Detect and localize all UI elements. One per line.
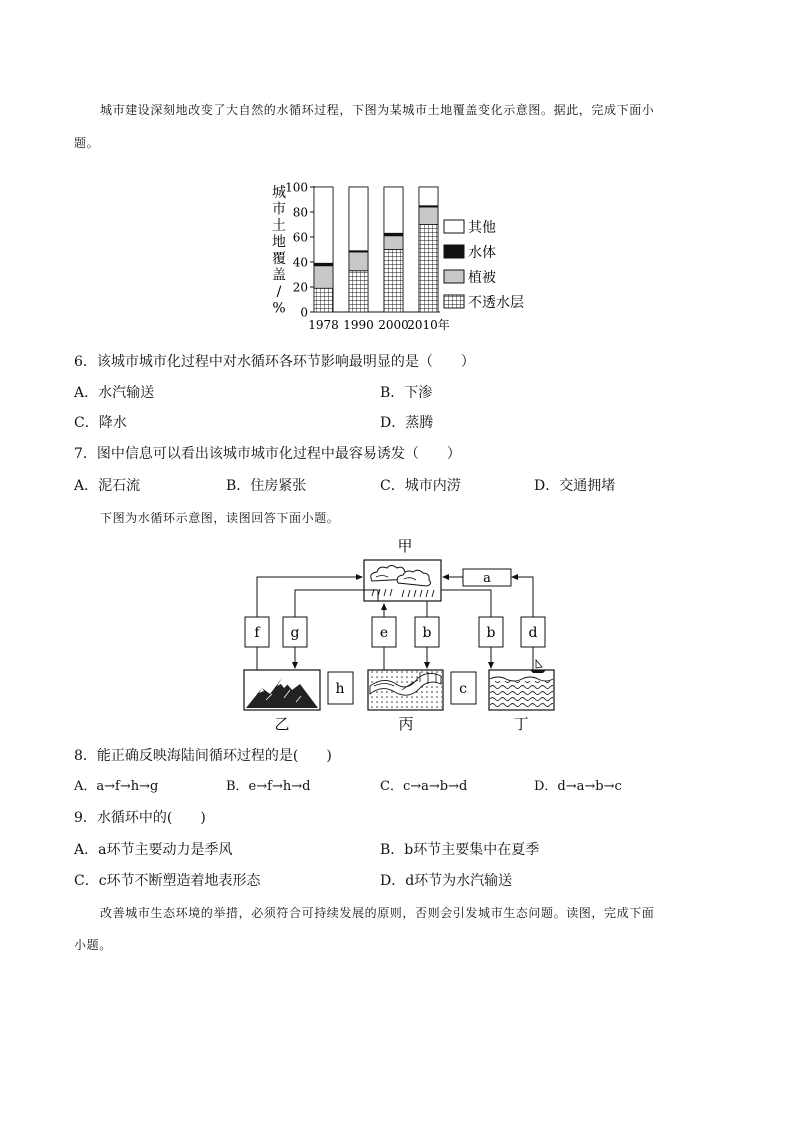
q8-option-c[interactable]: C．c→a→b→d — [380, 779, 468, 794]
legend-label: 不透水层 — [468, 295, 524, 311]
diagram-intro: 下图为水循环示意图，读图回答下面小题。 — [100, 511, 340, 525]
q6-option-b[interactable]: B．下渗 — [380, 385, 433, 401]
bar-segment-不透水层 — [314, 288, 333, 312]
y-axis-title-char: 覆 — [272, 251, 286, 267]
q8-option-a[interactable]: A．a→f→h→g — [74, 779, 159, 794]
bar-segment-其他 — [314, 187, 333, 263]
y-tick-label: 60 — [292, 230, 308, 245]
water-cycle-diagram — [0, 535, 794, 735]
legend-label: 其他 — [468, 220, 496, 236]
land-panel — [368, 670, 443, 710]
label-jia: 甲 — [397, 537, 413, 555]
q7-option-d[interactable]: D．交通拥堵 — [534, 478, 616, 494]
legend-swatch — [444, 245, 464, 258]
q9-option-b[interactable]: B．b环节主要集中在夏季 — [380, 842, 540, 858]
y-axis-title-char: / — [276, 284, 282, 300]
box-a-label: a — [483, 571, 491, 586]
mountain-panel — [244, 670, 320, 710]
x-tick-label: 2010年 — [407, 318, 450, 332]
bar-segment-不透水层 — [419, 225, 438, 313]
x-tick-label: 1978 — [308, 318, 339, 332]
legend-swatch — [444, 295, 464, 308]
intro-line-2: 题。 — [74, 136, 100, 150]
bar-segment-其他 — [349, 187, 368, 251]
q9-stem: 9．水循环中的( ) — [74, 810, 206, 826]
box-b1-label: b — [422, 625, 432, 641]
y-axis-title-char: 地 — [272, 234, 286, 251]
y-tick-label: 20 — [292, 280, 308, 295]
y-tick-label: 100 — [285, 180, 308, 195]
bar-segment-不透水层 — [384, 250, 403, 313]
atmosphere-box — [364, 560, 441, 601]
box-b2-label: b — [486, 625, 496, 641]
box-g-label: g — [290, 625, 300, 641]
box-d-label: d — [528, 625, 538, 641]
y-axis-title-char: 土 — [272, 218, 286, 234]
y-axis-title — [272, 185, 286, 317]
box-f-label: f — [254, 625, 260, 641]
q6-option-d[interactable]: D．蒸腾 — [380, 415, 434, 431]
label-ding: 丁 — [513, 715, 529, 733]
ocean-panel — [489, 660, 554, 710]
y-tick-label: 40 — [292, 255, 308, 270]
bar-segment-植被 — [314, 266, 333, 289]
y-tick-label: 0 — [300, 305, 308, 320]
legend-swatch — [444, 220, 464, 233]
bar-segment-植被 — [349, 252, 368, 271]
intro-line-1: 城市建设深刻地改变了大自然的水循环过程，下图为某城市土地覆盖变化示意图。据此，完成下面小 — [100, 103, 655, 117]
box-h-label: h — [335, 681, 345, 697]
bar-segment-植被 — [384, 236, 403, 250]
bar-segment-其他 — [384, 187, 403, 233]
label-yi: 乙 — [274, 715, 290, 733]
y-axis-title-char: % — [272, 300, 286, 317]
q6-option-c[interactable]: C．降水 — [74, 415, 127, 431]
chart-legend — [444, 220, 524, 311]
label-bing: 丙 — [398, 715, 414, 733]
q7-stem: 7．图中信息可以看出该城市城市化过程中最容易诱发（ ） — [74, 446, 461, 462]
q9-option-c[interactable]: C．c环节不断塑造着地表形态 — [74, 873, 261, 889]
legend-swatch — [444, 270, 464, 283]
x-tick-label: 1990 — [343, 318, 374, 332]
legend-label: 水体 — [468, 245, 496, 261]
q8-option-d[interactable]: D．d→a→b→c — [534, 779, 622, 794]
bar-segment-其他 — [419, 187, 438, 206]
x-tick-label: 2000 — [378, 318, 409, 332]
q9-option-d[interactable]: D．d环节为水汽输送 — [380, 873, 513, 889]
y-tick-label: 80 — [292, 205, 308, 220]
q7-option-b[interactable]: B．住房紧张 — [226, 478, 307, 494]
box-c-label: c — [459, 681, 467, 697]
bar-segment-不透水层 — [349, 271, 368, 312]
q7-option-c[interactable]: C．城市内涝 — [380, 478, 461, 494]
q9-option-a[interactable]: A．a环节主要动力是季风 — [74, 842, 233, 858]
intro3-line-2: 小题。 — [74, 938, 112, 952]
y-axis-title-char: 盖 — [272, 267, 286, 284]
box-e-label: e — [379, 625, 389, 641]
q6-stem: 6．该城市城市化过程中对水循环各环节影响最明显的是（ ） — [74, 354, 475, 370]
y-axis-title-char: 城 — [272, 185, 286, 201]
q8-stem: 8．能正确反映海陆间循环过程的是( ) — [74, 748, 332, 764]
legend-label: 植被 — [468, 270, 496, 286]
q6-option-a[interactable]: A．水汽输送 — [74, 385, 155, 401]
intro3-line-1: 改善城市生态环境的举措，必须符合可持续发展的原则，否则会引发城市生态问题。读图，完成下面 — [100, 906, 655, 920]
q8-option-b[interactable]: B．e→f→h→d — [226, 779, 311, 794]
y-axis-title-char: 市 — [272, 201, 286, 218]
q7-option-a[interactable]: A．泥石流 — [74, 478, 141, 494]
bar-segment-植被 — [419, 207, 438, 225]
